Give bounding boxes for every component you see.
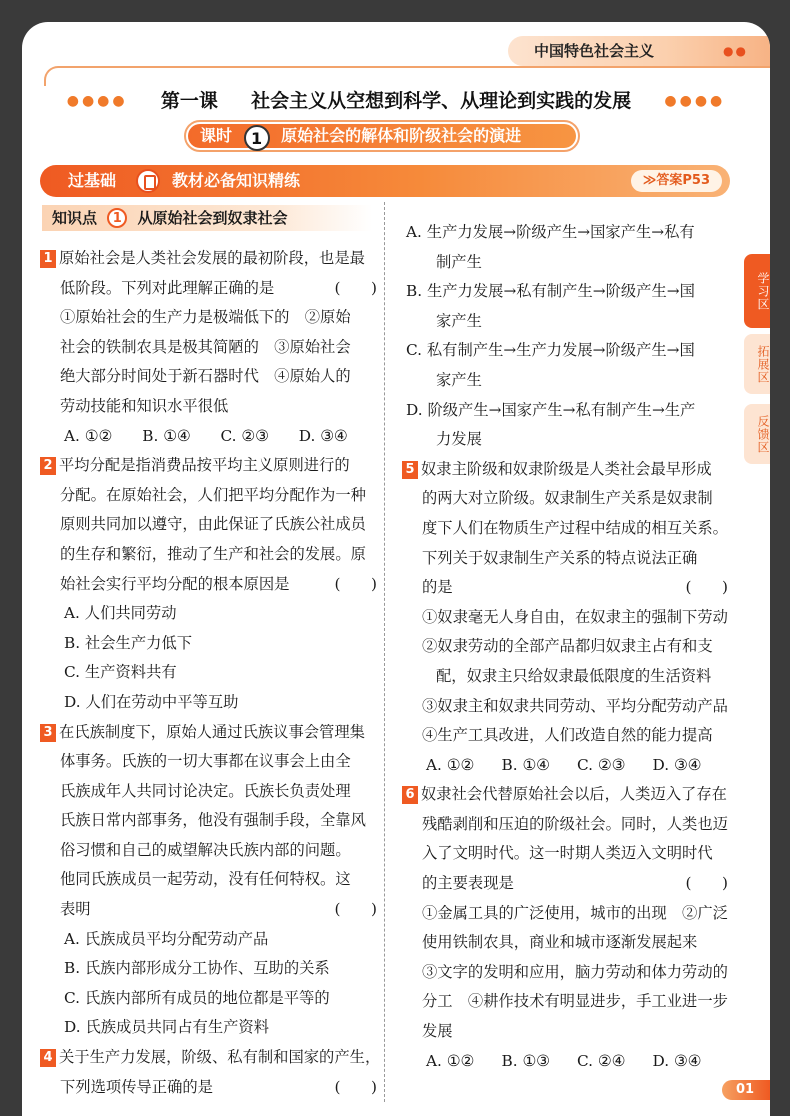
question-text: 残酷剥削和压迫的阶级社会。同时，人类也迈 (422, 814, 728, 833)
choice-row (40, 422, 377, 452)
question-text: 氏族日常内部事务，他没有强制手段，全靠风 (60, 811, 366, 830)
question-text: 低阶段。下列对此理解正确的是 (60, 278, 275, 297)
option-d[interactable]: D. 人们在劳动中平等互助 (64, 692, 239, 711)
knowledge-point-label: 知识点 (52, 209, 98, 227)
page (22, 22, 770, 1116)
question-number: 1 (40, 250, 56, 268)
knowledge-point-number: 1 (107, 208, 127, 228)
question-text: 的两大对立阶级。奴隶制生产关系是奴隶制 (422, 489, 713, 508)
question-text: 平均分配是指消费品按平均主义原则进行的 (59, 456, 350, 475)
choice-b[interactable]: B. ①④ (142, 426, 191, 445)
section-label: 过基础 (68, 171, 117, 190)
statement-text: ①金属工具的广泛使用，城市的出现 ②广泛 (422, 903, 728, 922)
choice-c[interactable]: C. ②③ (577, 755, 626, 774)
choice-a[interactable]: A. ①② (64, 426, 113, 445)
section-bar (40, 165, 730, 197)
option-b[interactable]: B. 社会生产力低下 (64, 633, 193, 652)
question-1 (40, 244, 377, 451)
period-label: 课时 (200, 126, 233, 145)
question-text: 绝大部分时间处于新石器时代 ④原始人的 (60, 367, 351, 386)
question-text: 的生存和繁衍，推动了生产和社会的发展。原 (60, 544, 366, 563)
statement-2-cont: 配，奴隶主只给奴隶最低限度的生活资料 (436, 666, 712, 685)
choice-c[interactable]: C. ②④ (577, 1051, 626, 1070)
side-tab-feedback[interactable]: 反馈区 (744, 404, 770, 464)
section-subtitle: 教材必备知识精练 (172, 171, 301, 190)
question-number: 3 (40, 724, 56, 742)
choice-row (402, 751, 728, 781)
answer-blank[interactable]: ( ) (685, 874, 728, 893)
right-dots-icon: ●●●● (664, 93, 726, 109)
choice-d[interactable]: D. ③④ (652, 755, 702, 774)
column-divider (384, 202, 385, 1102)
option-b[interactable]: B. 生产力发展→私有制产生→阶级产生→国 (406, 282, 695, 301)
question-text: 劳动技能和知识水平很低 (60, 396, 229, 415)
answer-reference[interactable]: ≫答案P53 (631, 170, 722, 192)
answer-blank[interactable]: ( ) (334, 574, 377, 593)
option-c[interactable]: C. 私有制产生→生产力发展→阶级产生→国 (406, 341, 695, 360)
period-number: 1 (244, 125, 270, 151)
question-text: 始社会实行平均分配的根本原因是 (60, 574, 290, 593)
question-4-options (402, 218, 728, 455)
option-a[interactable]: A. 生产力发展→阶级产生→国家产生→私有 (406, 223, 695, 241)
question-6 (402, 780, 728, 1076)
question-text: 分配。在原始社会，人们把平均分配作为一种 (60, 485, 366, 504)
question-number: 4 (40, 1049, 56, 1067)
statement-text: 分工 ④耕作技术有明显进步，手工业进一步 (422, 992, 728, 1011)
option-b-cont: 家产生 (436, 311, 482, 330)
question-text: 体事务。氏族的一切大事都在议事会上由全 (60, 752, 351, 771)
option-a-cont: 制产生 (436, 252, 482, 271)
running-head-dots-icon: ●● (723, 44, 748, 58)
question-text: 的主要表现是 (422, 874, 514, 893)
question-text: 原始社会是人类社会发展的最初阶段，也是最 (59, 249, 365, 267)
option-c-cont: 家产生 (436, 370, 482, 389)
statement-1: ①奴隶毫无人身自由，在奴隶主的强制下劳动 (422, 607, 728, 626)
question-text: 原则共同加以遵守，由此保证了氏族公社成员 (60, 515, 366, 534)
right-column (402, 218, 728, 1076)
statement-4: ④生产工具改进，人们改造自然的能力提高 (422, 726, 713, 745)
lesson-title-text: 社会主义从空想到科学、从理论到实践的发展 (251, 90, 632, 112)
answer-blank[interactable]: ( ) (334, 278, 377, 297)
period-banner (184, 120, 580, 152)
choice-b[interactable]: B. ①④ (501, 755, 550, 774)
side-tab-extend[interactable]: 拓展区 (744, 334, 770, 394)
choice-row (402, 1047, 728, 1077)
statement-3: ③奴隶主和奴隶共同劳动、平均分配劳动产品 (422, 696, 728, 715)
question-text: 的是 (422, 578, 453, 597)
question-2 (40, 451, 377, 717)
header-rule (44, 66, 770, 86)
question-text: 奴隶社会代替原始社会以后，人类迈入了存在 (421, 785, 727, 804)
question-text: 下列关于奴隶制生产关系的特点说法正确 (422, 548, 698, 567)
option-c[interactable]: C. 生产资料共有 (64, 663, 177, 682)
statement-text: 发展 (422, 1022, 453, 1041)
question-text: 入了文明时代。这一时期人类迈入文明时代 (422, 844, 713, 863)
question-number: 5 (402, 461, 418, 479)
question-text: 在氏族制度下，原始人通过氏族议事会管理集 (59, 722, 365, 741)
question-text: ①原始社会的生产力是极端低下的 ②原始 (60, 308, 351, 327)
running-head (508, 36, 770, 66)
question-text: 俗习惯和自己的威望解决氏族内部的问题。 (60, 840, 351, 859)
running-head-text: 中国特色社会主义 (534, 42, 655, 60)
question-text: 下列选项传导正确的是 (60, 1077, 213, 1096)
option-c[interactable]: C. 氏族内部所有成员的地位都是平等的 (64, 988, 330, 1007)
question-3 (40, 718, 377, 1044)
lesson-number: 第一课 (160, 90, 218, 112)
knowledge-point-header (42, 205, 372, 231)
question-number: 6 (402, 786, 418, 804)
period-title: 原始社会的解体和阶级社会的演进 (281, 126, 522, 145)
question-text: 氏族成年人共同讨论决定。氏族长负责处理 (60, 781, 351, 800)
option-d[interactable]: D. 阶级产生→国家产生→私有制产生→生产 (406, 400, 696, 419)
question-text: 度下人们在物质生产过程中结成的相互关系。 (422, 518, 728, 537)
question-text: 表明 (60, 900, 91, 919)
left-column (40, 244, 381, 1102)
question-number: 2 (40, 457, 56, 475)
option-b[interactable]: B. 氏族内部形成分工协作、互助的关系 (64, 959, 330, 978)
choice-d[interactable]: D. ③④ (298, 426, 348, 445)
option-a[interactable]: A. 氏族成员平均分配劳动产品 (64, 929, 269, 948)
question-4 (40, 1043, 381, 1102)
statement-text: 使用铁制农具，商业和城市逐渐发展起来 (422, 933, 698, 952)
side-tab-study[interactable]: 学习区 (744, 254, 770, 328)
choice-c[interactable]: C. ②③ (220, 426, 269, 445)
notebook-icon (136, 169, 160, 193)
statement-text: ③文字的发明和应用，脑力劳动和体力劳动的 (422, 962, 728, 981)
statement-2: ②奴隶劳动的全部产品都归奴隶主占有和支 (422, 637, 713, 656)
question-text: 他同氏族成员一起劳动，没有任何特权。这 (60, 870, 351, 889)
knowledge-point-title: 从原始社会到奴隶社会 (137, 209, 288, 227)
left-dots-icon: ●●●● (66, 93, 128, 109)
option-a[interactable]: A. 人们共同劳动 (64, 604, 177, 623)
option-d[interactable]: D. 氏族成员共同占有生产资料 (64, 1018, 270, 1037)
answer-blank[interactable]: ( ) (334, 900, 377, 919)
question-text: 关于生产力发展，阶级、私有制和国家的产生， (59, 1048, 381, 1067)
question-5 (402, 455, 728, 781)
page-number: 01 (722, 1080, 770, 1100)
question-text: 奴隶主阶级和奴隶阶级是人类社会最早形成 (421, 459, 712, 478)
option-d-cont: 力发展 (436, 430, 482, 449)
answer-blank[interactable]: ( ) (685, 578, 728, 597)
question-text: 社会的铁制农具是极其简陋的 ③原始社会 (60, 337, 351, 356)
choice-b[interactable]: B. ①③ (501, 1051, 550, 1070)
lesson-title (22, 86, 770, 116)
answer-blank[interactable]: ( ) (334, 1077, 377, 1096)
choice-a[interactable]: A. ①② (426, 1051, 475, 1070)
choice-a[interactable]: A. ①② (426, 755, 475, 774)
choice-d[interactable]: D. ③④ (652, 1051, 702, 1070)
